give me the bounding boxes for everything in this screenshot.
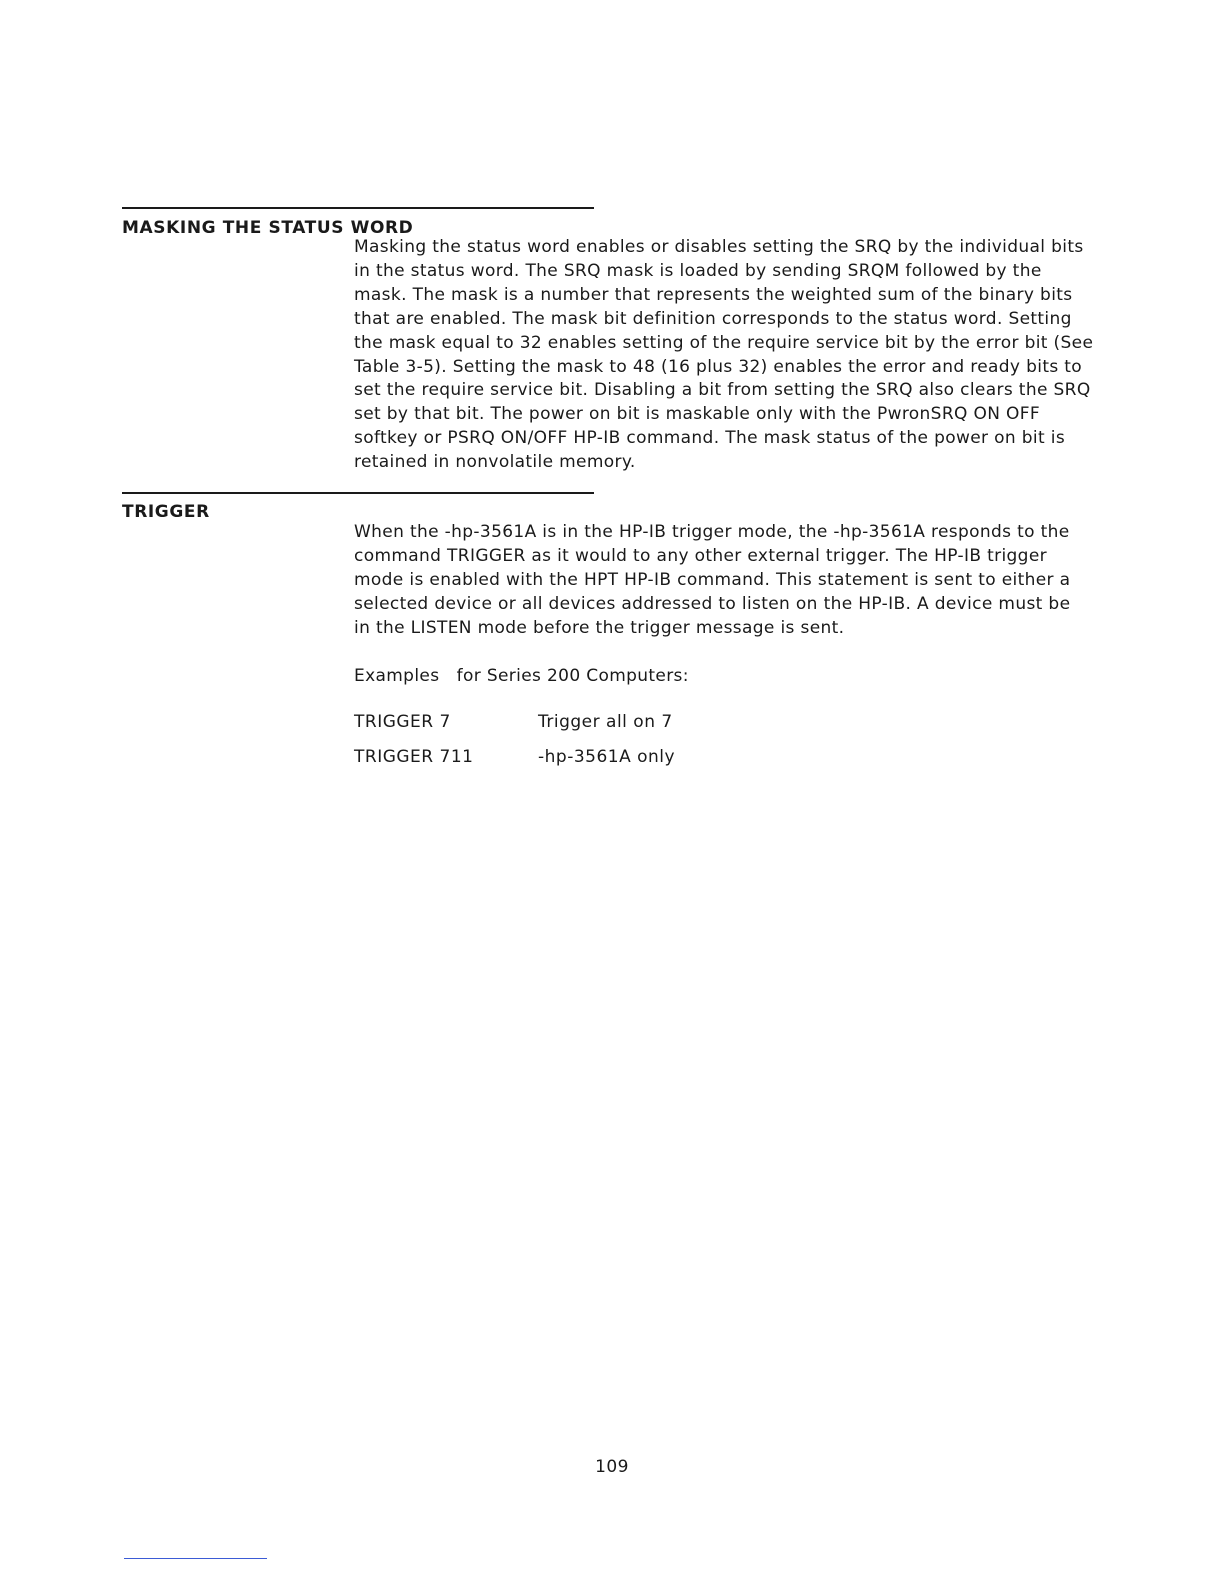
example-description: Trigger all on 7 <box>538 712 673 732</box>
body-line: in the status word. The SRQ mask is loaded by sending SRQM followed by the <box>354 260 1042 281</box>
page-number: 109 <box>595 1457 629 1477</box>
body-line: mask. The mask is a number that represents the weighted sum of the binary bits <box>354 284 1073 305</box>
body-line: set by that bit. The power on bit is maskable only with the PwronSRQ ON OFF <box>354 404 1041 425</box>
body-line: Table 3-5). Setting the mask to 48 (16 plus 32) enables the error and ready bits to <box>354 356 1083 377</box>
section-rule-trigger <box>122 492 594 494</box>
example-command: TRIGGER 7 <box>354 712 451 732</box>
section-body-masking <box>354 236 1114 475</box>
body-line: command TRIGGER as it would to any other external trigger. The HP-IB trigger <box>354 545 1047 566</box>
example-description: -hp-3561A only <box>538 747 676 767</box>
body-line: set the require service bit. Disabling a bit from setting the SRQ also clears the SRQ <box>354 380 1091 401</box>
section-body-trigger <box>354 521 1114 641</box>
body-line: softkey or PSRQ ON/OFF HP-IB command. The mask status of the power on bit is <box>354 428 1066 449</box>
section-heading-masking: MASKING THE STATUS WORD <box>122 218 414 238</box>
body-line: mode is enabled with the HPT HP-IB command. This statement is sent to either a <box>354 569 1071 590</box>
body-line: selected device or all devices addressed to listen on the HP-IB. A device must be <box>354 593 1071 614</box>
example-command: TRIGGER 711 <box>354 747 474 767</box>
section-rule-masking <box>122 207 594 209</box>
body-line: Masking the status word enables or disables setting the SRQ by the individual bits <box>354 237 1084 257</box>
body-line: the mask equal to 32 enables setting of the require service bit by the error bit (See <box>354 332 1094 353</box>
body-line: in the LISTEN mode before the trigger message is sent. <box>354 617 845 638</box>
footer-rule <box>124 1558 267 1559</box>
examples-label: Examples for Series 200 Computers: <box>354 666 689 686</box>
section-heading-trigger: TRIGGER <box>122 502 210 522</box>
body-line: When the -hp-3561A is in the HP-IB trigger mode, the -hp-3561A responds to the <box>354 522 1070 542</box>
body-line: that are enabled. The mask bit definition corresponds to the status word. Setting <box>354 308 1072 329</box>
body-line: retained in nonvolatile memory. <box>354 452 636 473</box>
